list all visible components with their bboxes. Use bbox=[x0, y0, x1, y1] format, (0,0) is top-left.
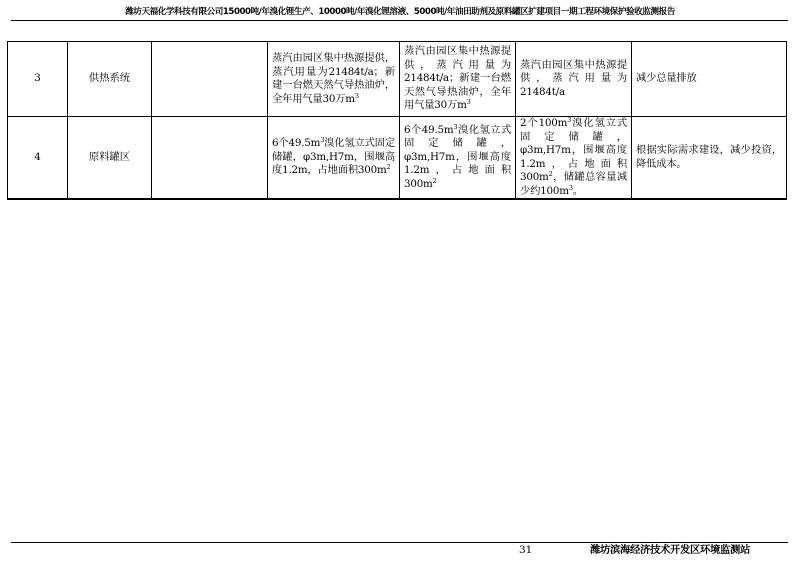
row-remark: 减少总量排放 bbox=[632, 42, 787, 117]
row-approval-content: 蒸汽由园区集中热源提供，蒸汽用量为21484t/a；新建一台燃天然气导热油炉，全年用气量30万$m^3$ bbox=[400, 42, 516, 117]
project-comparison-table bbox=[7, 41, 787, 200]
row-eia-content: 蒸汽由园区集中热源提供，蒸汽用量为21484t/a；新建一台燃天然气导热油炉，全年用气量30万$m^3$ bbox=[268, 42, 400, 117]
row-actual-content: 蒸汽由园区集中热源提供，蒸汽用量为21484t/a bbox=[516, 42, 632, 117]
footer-organization: 潍坊滨海经济技术开发区环境监测站 bbox=[590, 544, 750, 556]
row-number: 3 bbox=[8, 42, 68, 117]
row-item-name: 原料罐区 bbox=[68, 117, 152, 200]
row-empty-cell bbox=[152, 42, 268, 117]
page-number: 31 bbox=[519, 544, 533, 556]
row-remark: 根据实际需求建设，减少投资，降低成本。 bbox=[632, 117, 787, 200]
header-divider bbox=[11, 20, 788, 21]
row-number: 4 bbox=[8, 117, 68, 200]
row-empty-cell bbox=[152, 117, 268, 200]
row-item-name: 供热系统 bbox=[68, 42, 152, 117]
row-actual-content: 2个$100m^3$溴化氢立式固定储罐，φ3m,H7m，围堰高度1.2m，占地面积$300m^2$，储罐总容量减少约$100m^3$。 bbox=[516, 117, 632, 200]
table-row bbox=[8, 117, 787, 200]
row-eia-content: 6个$49.5m^3$溴化氢立式固定储罐，φ3m,H7m，围堰高度1.2m，占地面积$300m^2$ bbox=[268, 117, 400, 200]
footer-divider bbox=[11, 542, 788, 543]
report-header-title: 潍坊天福化学科技有限公司15000吨/年溴化锂生产、10000吨/年溴化锂溶液、5000吨/年油田助剂及原料罐区扩建项目一期工程环境保护验收监测报告 bbox=[125, 7, 675, 17]
row-approval-content: 6个$49.5m^3$溴化氢立式固定储罐，φ3m,H7m，围堰高度1.2m，占地面积$300m^2$ bbox=[400, 117, 516, 200]
table-row bbox=[8, 42, 787, 117]
